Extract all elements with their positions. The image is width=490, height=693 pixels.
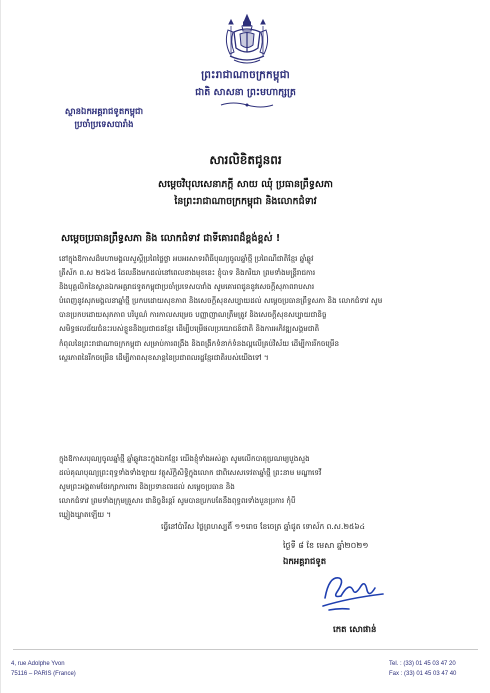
- footer-contact: [389, 659, 456, 679]
- paragraph-line: បានប្រកបដោយសុភភាព បរិបូណ៌ ការកាលសម្រេច បញ្ញាញាណត្រឹមត្រូវ និងសេចក្តីសុខសប្បាយជានិច្ច: [59, 310, 327, 320]
- telephone: Tel. : (33) 01 45 03 47 20: [389, 661, 456, 667]
- royal-coat-of-arms-icon: [218, 12, 276, 70]
- sender-country: ប្រចាំប្រទេសបារាំង: [74, 120, 134, 130]
- paragraph-line: សមិទ្ធផលជ័យជំនះរបស់ខ្លួននិងប្រជាជនខ្មែរ ដើម្បីបម្រើផលប្រយោជន៍ជាតិ និងការអភិវឌ្ឍសង្គមជាតិ: [59, 324, 320, 334]
- recipient-line-2: នៃព្រះរាជាណាចក្រកម្ពុជា និងលោកជំទាវ: [174, 196, 317, 207]
- paragraph-line: ក្នុងឱកាសបុណ្យចូលឆ្នាំថ្មី ឆ្នាំឆ្លូវនេះក្នុងឯកខ្មែរ យើងខ្ញុំទាំងអស់គ្នា សូមលើកបាតុប្រណម្យបួងសួង: [59, 454, 310, 463]
- paragraph-line: ត្រីស័ក ព.ស ២៥៦៥ ដែលនឹងមកដល់នៅពេលខាងមុខនេះ ខ្ញុំបាទ និងភរិយា ព្រមទាំងមន្ត្រីរាជការ: [59, 268, 316, 278]
- salutation: សម្តេចប្រធានព្រឹទ្ធសភា និង លោកជំទាវ ជាទីគោរពដ៏ខ្ពង់ខ្ពស់ !: [61, 233, 281, 244]
- document-title: សារលិខិតជូនពរ: [209, 153, 282, 167]
- place-and-lunar-date: ធ្វើនៅប៉ារីស ថ្ងៃព្រហស្បតិ៍ ១១រោច ខែចេត្រ ឆ្នាំជូត ទោស័ក ព.ស.២៥៦៤: [161, 522, 365, 531]
- ornament-divider-icon: [219, 101, 275, 109]
- paragraph-line: កំពុលនៃព្រះរាជាណាចក្រកម្ពុជា សម្រាប់ការពង្រឹង និងពង្រីកទំនាក់ទំនងល្អលើគ្រប់វិស័យ ដើម្បីការរីកចម្រើន: [59, 338, 340, 348]
- recipient-line-1: សម្តេចវិបុលសេនាភក្តី សាយ ឈុំ ប្រធានព្រឹទ្ធសភា: [158, 179, 333, 190]
- signer-name: កេត សោផាន់: [333, 625, 377, 635]
- signer-title: ឯកអគ្គរាជទូត: [283, 557, 327, 567]
- footer-divider: [13, 649, 478, 650]
- address-line-2: 75116 – PARIS (France): [11, 671, 76, 677]
- sender-embassy: ស្ថានឯកអគ្គរាជទូតកម្ពុជា: [64, 107, 144, 117]
- paragraph-line: សូមព្រះអង្គតាមថែរក្សាការពារ និងប្រទានពរដល់ សម្តេចប្រធាន និង: [59, 482, 235, 492]
- national-motto: ជាតិ សាសនា ព្រះមហាក្សត្រ: [195, 87, 296, 98]
- footer-address: [11, 659, 76, 679]
- signed-date: ថ្ងៃទី ៨ ខែ មេសា ឆ្នាំ២០២១: [283, 541, 369, 550]
- recipient-block: [41, 176, 450, 210]
- paragraph-line: ឃ្លៀងឃ្លាតឡើយ ។: [59, 510, 112, 520]
- paragraph-line: បំពេញនូវសុភមង្គលនាឆ្នាំថ្មី ប្រកបដោយសុខភាព និងសេចក្តីសុខសប្បាយដល់ សម្តេចប្រធានព្រឹទ្ធសភា និង លោកជំទាវ សូម: [59, 296, 383, 306]
- paragraph-line: និងបុគ្គលិកនៃស្ថានឯកអគ្គរាជទូតកម្ពុជាប្រចាំប្រទេសបារាំង សូមគោរពជូននូវសេចក្តីសុភាពរាបសារ: [59, 282, 315, 292]
- paragraph-line: ស្ថេរភាពនៃរីកចម្រើន ដើម្បីភាពសុខសាន្តនៃប្រជាពលរដ្ឋខ្មែរជាតិរបស់យើងទៅ ។: [59, 352, 269, 362]
- handwritten-signature-icon: [319, 568, 389, 614]
- paragraph-line: ដល់គុណបុណ្យព្រះពុទ្ធទាំងទាំងឡាយ វត្ថុស័ក្តិសិទ្ធិក្នុងលោក ជាពិសេសទេវតាឆ្នាំថ្មី ព្រះនាម មណ្ឌាទេវី: [59, 468, 322, 478]
- body-paragraph-1: [59, 252, 451, 442]
- paragraph-line: នៅក្នុងឱកាសដ៏មហាមង្គលសួស្តីប្រពៃថ្លៃថ្លា អបអរសាទរពិធីបុណ្យចូលឆ្នាំថ្មី ប្រពៃណីជាតិខ្មែរ ឆ្នាំឆ្លូវ: [59, 254, 314, 263]
- paragraph-line: លោកជំទាវ ព្រមទាំងក្រុមគ្រួសារ ជានិច្ចនិរន្តរ៍ សូមបានប្រកបតែនឹងពុទ្ធពរទាំងបួនប្រការ កុំបី: [59, 496, 296, 506]
- sender-block: [29, 106, 179, 132]
- address-line-1: 4, rue Adolphe Yvon: [11, 661, 65, 667]
- fax: Fax : (33) 01 45 03 47 40: [389, 671, 457, 677]
- kingdom-title: ព្រះរាជាណាចក្រកម្ពុជា: [201, 69, 290, 81]
- body-paragraph-2: [59, 452, 451, 520]
